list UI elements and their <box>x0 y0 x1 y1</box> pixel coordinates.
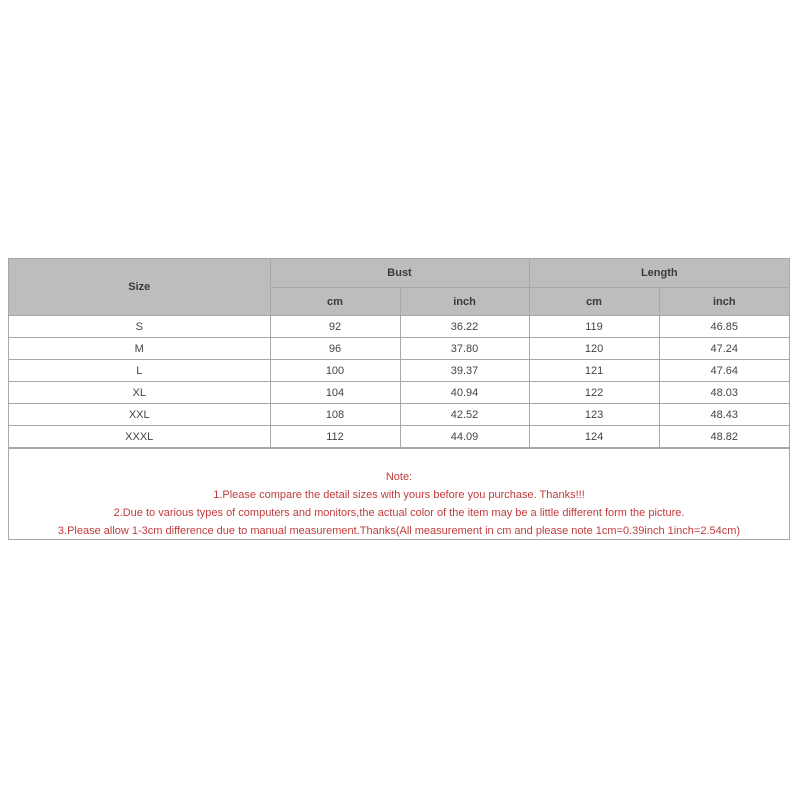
table-row <box>9 360 789 382</box>
size-cell: XXL <box>9 404 270 426</box>
length-inch-cell: 48.82 <box>659 426 789 448</box>
length-cm-cell: 119 <box>529 316 659 338</box>
bust-inch-cell: 40.94 <box>400 382 529 404</box>
size-cell: XXXL <box>9 426 270 448</box>
length-inch-cell: 48.03 <box>659 382 789 404</box>
size-cell: XL <box>9 382 270 404</box>
bust-inch-cell: 36.22 <box>400 316 529 338</box>
length-cm-header: cm <box>529 288 659 316</box>
size-cell: L <box>9 360 270 382</box>
bust-inch-cell: 39.37 <box>400 360 529 382</box>
size-cell: M <box>9 338 270 360</box>
length-inch-header: inch <box>659 288 789 316</box>
note-line-3: 3.Please allow 1-3cm difference due to manual measurement.Thanks(All measurement in cm and please note 1cm=0.39inch 1inch=2.54cm) <box>57 525 741 537</box>
note-title: Note: <box>385 471 413 483</box>
bust-inch-cell: 37.80 <box>400 338 529 360</box>
bust-inch-header: inch <box>400 288 529 316</box>
length-cm-cell: 121 <box>529 360 659 382</box>
note-line-1: 1.Please compare the detail sizes with yours before you purchase. Thanks!!! <box>213 489 585 501</box>
length-cm-cell: 122 <box>529 382 659 404</box>
length-header: Length <box>529 259 789 288</box>
bust-cm-cell: 96 <box>270 338 400 360</box>
bust-inch-cell: 42.52 <box>400 404 529 426</box>
note-line-2: 2.Due to various types of computers and monitors,the actual color of the item may be a little different form the picture. <box>113 507 685 519</box>
bust-cm-cell: 104 <box>270 382 400 404</box>
bust-inch-cell: 44.09 <box>400 426 529 448</box>
length-inch-cell: 48.43 <box>659 404 789 426</box>
bust-header: Bust <box>270 259 529 288</box>
bust-cm-cell: 108 <box>270 404 400 426</box>
size-chart <box>8 258 790 540</box>
table-row <box>9 316 789 338</box>
bust-cm-cell: 100 <box>270 360 400 382</box>
length-inch-cell: 47.64 <box>659 360 789 382</box>
size-table <box>9 259 789 448</box>
header-row-1 <box>9 259 789 288</box>
table-row <box>9 382 789 404</box>
length-inch-cell: 47.24 <box>659 338 789 360</box>
length-inch-cell: 46.85 <box>659 316 789 338</box>
table-row <box>9 338 789 360</box>
length-cm-cell: 123 <box>529 404 659 426</box>
size-header: Size <box>9 259 270 316</box>
length-cm-cell: 124 <box>529 426 659 448</box>
length-cm-cell: 120 <box>529 338 659 360</box>
table-row <box>9 426 789 448</box>
bust-cm-cell: 112 <box>270 426 400 448</box>
bust-cm-cell: 92 <box>270 316 400 338</box>
size-cell: S <box>9 316 270 338</box>
notes-section <box>9 448 789 539</box>
bust-cm-header: cm <box>270 288 400 316</box>
table-row <box>9 404 789 426</box>
